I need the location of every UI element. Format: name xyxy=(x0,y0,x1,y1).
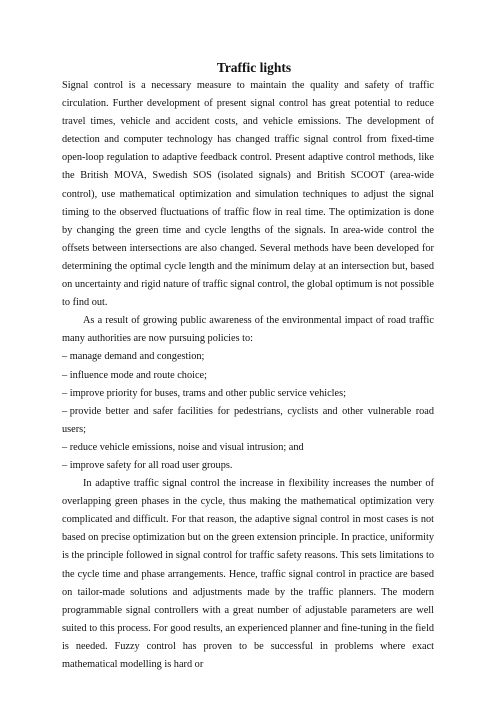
document-body xyxy=(62,58,434,674)
list-item: – influence mode and route choice; xyxy=(62,367,434,385)
list-item: – manage demand and congestion; xyxy=(62,348,434,366)
document-title: Traffic lights xyxy=(216,60,292,75)
paragraph-adaptive-control: In adaptive traffic signal control the increase in flexibility increases the number of overlapping green phases in the cycle, thus making the mathematical optimization very complicated and difficult. For that reason, the adaptive signal control in most cases is not based on precise optimization but on the green extension principle. In practice, uniformity is the principle followed in signal control for traffic safety reasons. This sets limitations to the cycle time and phase arrangements. Hence, traffic signal control in practice are based on tailor-made solutions and adjustments made by the traffic planners. The modern programmable signal controllers with a great number of adjustable parameters are well suited to this process. For good results, an experienced planner and fine-tuning in the field is needed. Fuzzy control has proven to be successful in problems where exact mathematical modelling is hard or xyxy=(62,478,434,670)
paragraph-signal-control: Signal control is a necessary measure to maintain the quality and safety of traffic circulation. Further development of present signal control has great potential to reduce travel times, vehicle and accident costs, and vehicle emissions. The development of detection and computer technology has changed traffic signal control from fixed-time open-loop regulation to adaptive feedback control. Present adaptive control methods, like the British MOVA, Swedish SOS (isolated signals) and British SCOOT (area-wide control), use mathematical optimization and simulation techniques to adjust the signal timing to the observed fluctuations of traffic flow in real time. The optimization is done by changing the green time and cycle lengths of the signals. In area-wide control the offsets between intersections are also changed. Several methods have been developed for determining the optimal cycle length and the minimum delay at an intersection but, based on uncertainty and rigid nature of traffic signal control, the global optimum is not possible to find out. xyxy=(62,80,434,309)
dash-bullet-icon xyxy=(62,439,70,457)
paragraph-environmental-awareness: As a result of growing public awareness of the environmental impact of road traffic many authorities are now pursuing policies to: xyxy=(62,315,434,345)
list-item: – reduce vehicle emissions, noise and visual intrusion; and xyxy=(62,439,434,457)
list-item: – improve priority for buses, trams and other public service vehicles; xyxy=(62,385,434,403)
list-item: – improve safety for all road user groups. xyxy=(62,457,434,475)
policy-list xyxy=(62,348,434,475)
dash-bullet-icon xyxy=(62,367,70,385)
dash-bullet-icon xyxy=(62,385,70,403)
dash-bullet-icon xyxy=(62,348,70,366)
list-item: – provide better and safer facilities for pedestrians, cyclists and other vulnerable road users; xyxy=(62,403,434,439)
dash-bullet-icon xyxy=(62,457,70,475)
dash-bullet-icon xyxy=(62,403,70,421)
